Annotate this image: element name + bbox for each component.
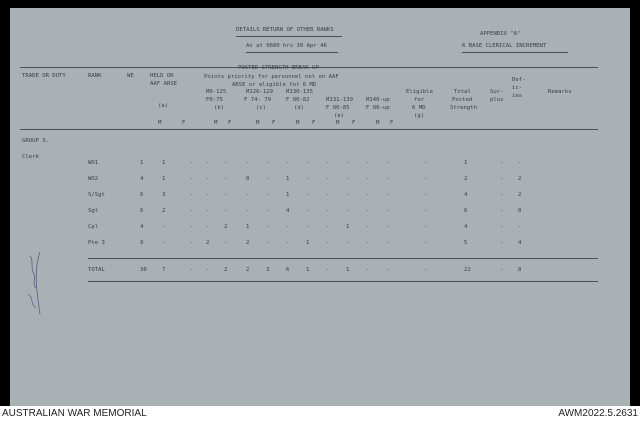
table-cell: - (266, 208, 270, 214)
table-cell: - (266, 176, 270, 182)
total-cell: - (190, 267, 194, 273)
header-bottom-rule (20, 129, 598, 130)
posted-heading: POSTED STRENGTH BREAK UP (238, 65, 319, 71)
table-cell: - (326, 240, 330, 246)
rank-cell: Pte 3 (88, 240, 105, 246)
sex-subheading: F (228, 120, 232, 126)
table-cell: - (190, 240, 194, 246)
col-def-3: ies (512, 93, 523, 99)
table-cell: 8 (246, 176, 250, 182)
col-we: WE (127, 73, 134, 79)
rank-cell: Sgt (88, 208, 99, 214)
table-cell: - (366, 192, 370, 198)
table-cell: - (190, 176, 194, 182)
sex-subheading: M (336, 120, 340, 126)
total-cell: 1 (306, 267, 310, 273)
appendix-label: APPENDIX "A" (480, 31, 521, 37)
col-eligible-1: Eligible (406, 89, 433, 95)
total-label: TOTAL (88, 267, 105, 273)
table-cell: 1 (140, 160, 144, 166)
date-line: As at 0600 hrs 30 Apr 46 (246, 43, 327, 49)
table-cell: 6 (140, 192, 144, 198)
col-c-2: F 74- 79 (244, 97, 271, 103)
table-cell: - (286, 240, 290, 246)
handwritten-annotation (24, 248, 50, 318)
total-bottom-rule (88, 281, 598, 282)
table-cell: 1 (346, 224, 350, 230)
table-cell: - (500, 192, 504, 198)
total-cell: - (326, 267, 330, 273)
table-cell: - (206, 208, 210, 214)
sex-subheading: M (256, 120, 260, 126)
col-b-1: M0-125 (206, 89, 227, 95)
col-eligible-3: 6 MD (412, 105, 426, 111)
col-total-3: Strength (450, 105, 477, 111)
table-cell: - (266, 160, 270, 166)
table-cell: - (424, 224, 428, 230)
rank-cell: S/Sgt (88, 192, 105, 198)
col-surplus-1: Sur- (490, 89, 504, 95)
table-cell: - (500, 224, 504, 230)
table-cell: - (224, 192, 228, 198)
col-e-2: F 80-85 (326, 105, 350, 111)
table-cell: - (206, 160, 210, 166)
table-cell: - (518, 224, 522, 230)
table-cell: 2 (246, 240, 250, 246)
table-cell: - (386, 160, 390, 166)
total-cell: 6 (286, 267, 290, 273)
table-cell: - (246, 208, 250, 214)
table-cell: - (326, 176, 330, 182)
col-e-tag: (e) (334, 113, 345, 119)
col-trade: TRADE OR DUTY (22, 73, 66, 79)
title-underline (236, 36, 342, 37)
table-cell: - (500, 208, 504, 214)
table-cell: - (346, 240, 350, 246)
total-cell: 3 (266, 267, 270, 273)
group-label: GROUP 3. (22, 138, 49, 144)
table-cell: 1 (162, 176, 166, 182)
table-cell: - (306, 208, 310, 214)
col-c-tag: (c) (256, 105, 267, 111)
table-cell: - (224, 176, 228, 182)
footer-accession: AWM2022.5.2631 (558, 408, 638, 419)
table-cell: 8 (518, 208, 522, 214)
sex-subheading: M (214, 120, 218, 126)
table-cell: - (190, 224, 194, 230)
table-cell: - (190, 160, 194, 166)
posted-heading-3: ARSE or eligible for 6 MD (232, 82, 317, 88)
table-cell: 6 (464, 208, 468, 214)
table-cell: 1 (162, 160, 166, 166)
col-held-2: AAF ARSE (150, 81, 177, 87)
table-cell: - (346, 208, 350, 214)
total-cell: 30 (140, 267, 147, 273)
table-cell: - (190, 208, 194, 214)
table-cell: - (386, 208, 390, 214)
table-cell: - (500, 160, 504, 166)
unit-underline (462, 52, 568, 53)
col-f-2: F 86-up (366, 105, 390, 111)
sex-subheading: F (182, 120, 186, 126)
table-cell: 9 (140, 240, 144, 246)
table-cell: - (366, 240, 370, 246)
total-cell: - (386, 267, 390, 273)
table-cell: 4 (140, 224, 144, 230)
date-underline (246, 52, 338, 53)
sex-subheading: F (312, 120, 316, 126)
col-eligible-tag: (g) (414, 113, 425, 119)
table-cell: - (386, 192, 390, 198)
table-cell: - (246, 160, 250, 166)
rank-cell: Cpl (88, 224, 99, 230)
table-cell: 2 (518, 192, 522, 198)
table-cell: 4 (140, 176, 144, 182)
col-surplus-2: plus (490, 97, 504, 103)
table-cell: 2 (162, 208, 166, 214)
sex-subheading: F (272, 120, 276, 126)
total-cell: 22 (464, 267, 471, 273)
col-eligible-2: for (414, 97, 425, 103)
table-cell: - (326, 208, 330, 214)
total-cell: - (206, 267, 210, 273)
table-cell: - (266, 240, 270, 246)
table-cell: - (206, 192, 210, 198)
table-cell: 4 (518, 240, 522, 246)
table-cell: 4 (286, 208, 290, 214)
total-cell: - (500, 267, 504, 273)
table-cell: - (246, 192, 250, 198)
table-cell: 2 (464, 176, 468, 182)
sex-subheading: M (158, 120, 162, 126)
table-cell: 6 (140, 208, 144, 214)
table-cell: - (266, 224, 270, 230)
table-cell: 1 (286, 192, 290, 198)
table-cell: - (500, 176, 504, 182)
table-cell: 1 (464, 160, 468, 166)
table-cell: - (424, 160, 428, 166)
table-cell: - (162, 224, 166, 230)
rank-cell: WO1 (88, 160, 99, 166)
table-cell: - (206, 224, 210, 230)
table-cell: 2 (224, 224, 228, 230)
col-def-1: Def- (512, 77, 526, 83)
table-cell: 4 (464, 192, 468, 198)
col-remarks: Remarks (548, 89, 572, 95)
total-cell: 8 (518, 267, 522, 273)
table-cell: - (386, 176, 390, 182)
table-cell: 3 (162, 192, 166, 198)
table-cell: - (386, 224, 390, 230)
col-rank: RANK (88, 73, 102, 79)
sex-subheading: M (296, 120, 300, 126)
sex-subheading: M (376, 120, 380, 126)
total-cell: 1 (346, 267, 350, 273)
total-top-rule (88, 258, 598, 259)
total-cell: - (366, 267, 370, 273)
table-cell: - (518, 160, 522, 166)
table-cell: - (224, 208, 228, 214)
table-cell: - (306, 160, 310, 166)
trade-name: Clerk (22, 154, 39, 160)
document-title: DETAILS RETURN OF OTHER RANKS (236, 27, 334, 33)
table-cell: - (286, 160, 290, 166)
col-total-1: Total (454, 89, 471, 95)
table-cell: 1 (246, 224, 250, 230)
table-cell: - (206, 176, 210, 182)
sex-subheading: F (352, 120, 356, 126)
total-cell: 2 (246, 267, 250, 273)
table-cell: - (286, 224, 290, 230)
col-b-2: F0-75 (206, 97, 223, 103)
table-cell: 1 (286, 176, 290, 182)
footer-institution: AUSTRALIAN WAR MEMORIAL (2, 408, 147, 419)
sex-subheading: F (390, 120, 394, 126)
table-cell: - (306, 176, 310, 182)
table-cell: - (424, 192, 428, 198)
table-cell: - (500, 240, 504, 246)
table-cell: 2 (206, 240, 210, 246)
col-d-tag: (d) (294, 105, 305, 111)
table-cell: - (326, 192, 330, 198)
table-cell: - (306, 192, 310, 198)
col-def-2: ic- (512, 85, 523, 91)
table-cell: - (326, 160, 330, 166)
table-cell: - (366, 224, 370, 230)
col-f-1: M140-up (366, 97, 390, 103)
col-e-1: M131-139 (326, 97, 353, 103)
table-cell: - (224, 240, 228, 246)
footer-bar (0, 406, 640, 421)
table-cell: 5 (464, 240, 468, 246)
document-page (10, 8, 630, 406)
table-cell: - (326, 224, 330, 230)
table-cell: - (162, 240, 166, 246)
col-c-1: M126-129 (246, 89, 273, 95)
table-cell: - (346, 160, 350, 166)
table-cell: - (346, 176, 350, 182)
rank-cell: WO2 (88, 176, 99, 182)
table-cell: - (190, 192, 194, 198)
unit-name: 6 BASE CLERICAL INCREMENT (462, 43, 547, 49)
table-cell: - (424, 176, 428, 182)
table-cell: 1 (306, 240, 310, 246)
col-held-a: (a) (158, 103, 169, 109)
table-cell: - (224, 160, 228, 166)
table-cell: - (366, 176, 370, 182)
table-cell: 4 (464, 224, 468, 230)
total-cell: 7 (162, 267, 166, 273)
total-cell: 2 (224, 267, 228, 273)
total-cell: - (424, 267, 428, 273)
table-cell: 2 (518, 176, 522, 182)
table-cell: - (424, 208, 428, 214)
col-d-2: F 80-82 (286, 97, 310, 103)
table-cell: - (366, 208, 370, 214)
col-held-1: HELD OR (150, 73, 174, 79)
posted-heading-2: Points priority for personnel not on AAF (204, 74, 339, 80)
table-cell: - (346, 192, 350, 198)
table-cell: - (386, 240, 390, 246)
col-total-2: Posted (452, 97, 473, 103)
table-cell: - (424, 240, 428, 246)
table-cell: - (266, 192, 270, 198)
table-cell: - (306, 224, 310, 230)
table-cell: - (366, 160, 370, 166)
col-b-tag: (b) (214, 105, 225, 111)
col-d-1: M130-135 (286, 89, 313, 95)
